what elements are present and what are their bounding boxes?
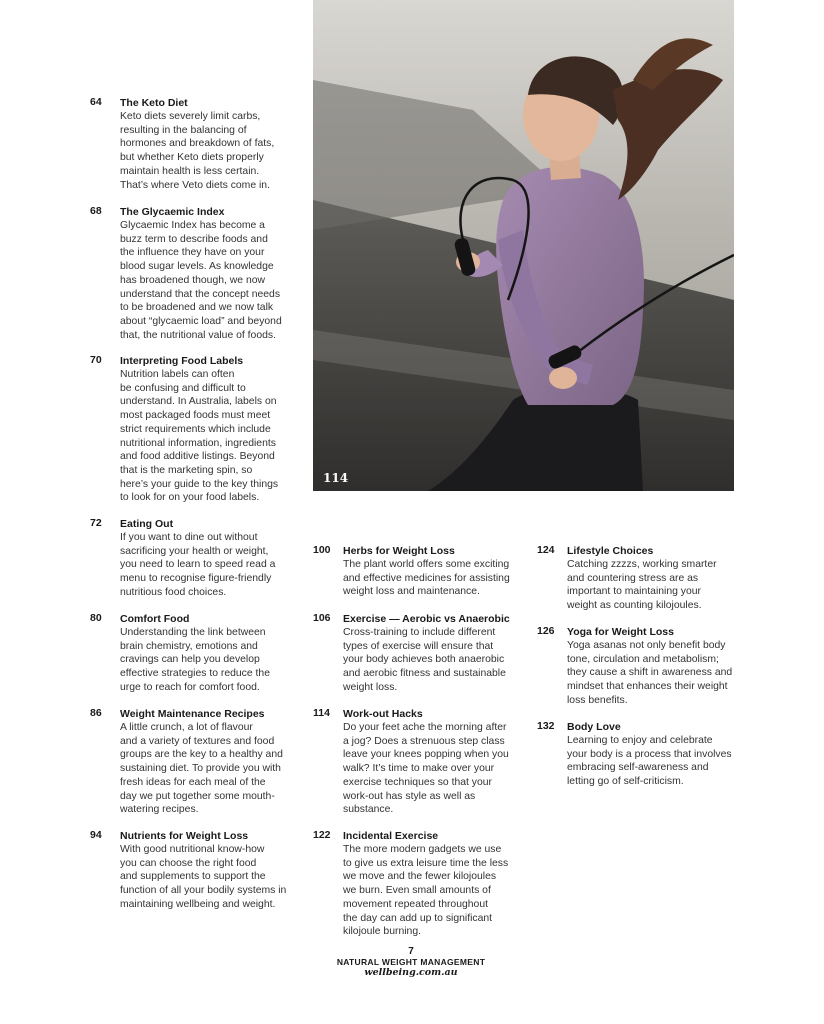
entry-line: If you want to dine out without <box>120 532 258 543</box>
entry-page-number: 86 <box>90 707 102 719</box>
entry-title: Interpreting Food Labels <box>120 355 244 367</box>
entry-line: and countering stress are as <box>567 572 699 584</box>
entry-line: nutritious food choices. <box>120 586 227 598</box>
entry-line: Nutrition labels can often <box>120 369 235 380</box>
entry-line: most packaged foods must meet <box>120 410 271 422</box>
toc-entry-nutrients[interactable] <box>90 829 290 912</box>
toc-entry-glycaemic-index[interactable] <box>90 205 290 342</box>
entry-line: types of exercise will ensure that <box>343 640 494 652</box>
entry-line: cravings can help you develop <box>120 654 260 666</box>
entry-title: Nutrients for Weight Loss <box>120 830 249 842</box>
toc-entry-herbs[interactable] <box>313 544 523 599</box>
entry-line: and aerobic fitness and sustainable <box>343 668 506 680</box>
page-number: 7 <box>408 946 414 957</box>
entry-line: weight loss and maintenance. <box>343 586 480 598</box>
entry-line: That’s where Veto diets come in. <box>120 179 270 191</box>
entry-line: movement repeated throughout <box>343 898 488 910</box>
entry-line: your body achieves both anaerobic <box>343 654 505 666</box>
entry-line: and a variety of textures and food <box>120 735 275 747</box>
entry-line: a jog? Does a strenuous step class <box>343 735 505 747</box>
entry-line: has broadened though, we now <box>120 274 266 286</box>
entry-line: mindset that enhances their weight <box>567 681 728 693</box>
entry-title: Eating Out <box>120 518 174 530</box>
entry-line: that is the marketing spin, so <box>120 464 253 476</box>
entry-line: Yoga asanas not only benefit body <box>567 640 726 651</box>
toc-entry-incidental-exercise[interactable] <box>313 829 523 939</box>
entry-line: effective strategies to reduce the <box>120 668 270 680</box>
entry-line: weight as counting kilojoules. <box>567 600 702 612</box>
entry-line: you can choose the right food <box>120 857 257 869</box>
entry-page-number: 68 <box>90 205 102 217</box>
entry-page-number: 106 <box>313 612 331 624</box>
entry-line: and supplements to support the <box>120 871 266 883</box>
entry-title: Comfort Food <box>120 613 190 625</box>
entry-line: about “glycaemic load” and beyond <box>120 315 282 327</box>
entry-line: the day can add up to significant <box>343 912 493 924</box>
entry-line: The more modern gadgets we use <box>343 844 502 855</box>
entry-title: Lifestyle Choices <box>567 545 654 557</box>
entry-line: nutritional information, ingredients <box>120 437 276 449</box>
entry-title: Yoga for Weight Loss <box>567 626 674 638</box>
entry-line: substance. <box>343 804 394 816</box>
toc-entry-lifestyle-choices[interactable] <box>537 544 747 613</box>
toc-entry-keto-diet[interactable] <box>90 96 290 192</box>
entry-line: blood sugar levels. As knowledge <box>120 261 274 273</box>
entry-title: The Glycaemic Index <box>120 206 225 218</box>
entry-title: Herbs for Weight Loss <box>343 545 455 557</box>
entry-line: important to maintaining your <box>567 586 701 598</box>
entry-line: loss benefits. <box>567 694 628 706</box>
entry-line: function of all your bodily systems in <box>120 885 287 897</box>
entry-line: and effective medicines for assisting <box>343 572 510 584</box>
photo-caption: 114 <box>323 471 349 485</box>
entry-line: embracing self-awareness and <box>567 762 709 774</box>
entry-line: brain chemistry, emotions and <box>120 640 258 652</box>
entry-line: maintaining wellbeing and weight. <box>120 898 276 910</box>
entry-line: hormones and breakdown of fats, <box>120 138 275 150</box>
entry-line: they cause a shift in awareness and <box>567 667 733 679</box>
entry-line: to be broadened and we now talk <box>120 302 274 314</box>
toc-entry-aerobic-anaerobic[interactable] <box>313 612 523 695</box>
entry-title: The Keto Diet <box>120 97 188 109</box>
entry-line: but whether Keto diets properly <box>120 152 264 164</box>
magazine-title: NATURAL WEIGHT MANAGEMENT <box>336 957 486 967</box>
entry-line: tone, circulation and metabolism; <box>567 653 719 665</box>
entry-line: watering recipes. <box>120 804 199 816</box>
entry-line: groups are the key to a healthy and <box>120 749 283 761</box>
entry-page-number: 94 <box>90 829 102 841</box>
entry-line: sustaining diet. To provide you with <box>120 763 281 775</box>
entry-page-number: 124 <box>537 544 555 556</box>
entry-line: Understanding the link between <box>120 627 266 638</box>
entry-title: Work-out Hacks <box>343 708 423 720</box>
entry-line: Do your feet ache the morning after <box>343 722 507 733</box>
entry-line: day we put together some mouth- <box>120 790 275 802</box>
entry-line: exercise techniques so that your <box>343 776 493 788</box>
entry-page-number: 132 <box>537 720 555 732</box>
entry-line: kilojoule burning. <box>343 926 421 938</box>
entry-line: understand that the concept needs <box>120 288 281 300</box>
entry-line: to look for on your food labels. <box>120 492 260 504</box>
entry-line: The plant world offers some exciting <box>343 559 510 570</box>
entry-line: walk? It’s time to make over your <box>343 763 495 775</box>
entry-line: weight loss. <box>343 681 398 693</box>
entry-page-number: 114 <box>313 707 330 719</box>
entry-line: letting go of self-criticism. <box>567 776 684 788</box>
toc-entry-eating-out[interactable] <box>90 517 290 600</box>
page-footer <box>313 946 509 978</box>
entry-line: Cross-training to include different <box>343 627 496 638</box>
toc-entry-comfort-food[interactable] <box>90 612 290 695</box>
woman-skipping-rope-illustration <box>313 0 734 491</box>
entry-line: that, the nutritional value of foods. <box>120 329 276 341</box>
entry-page-number: 122 <box>313 829 331 841</box>
hero-photo <box>313 0 734 491</box>
entry-page-number: 80 <box>90 612 102 624</box>
entry-line: be confusing and difficult to <box>120 382 246 394</box>
toc-entry-body-love[interactable] <box>537 720 747 789</box>
entry-line: resulting in the balancing of <box>120 124 247 136</box>
entry-line: sacrificing your health or weight, <box>120 545 269 557</box>
entry-line: understand. In Australia, labels on <box>120 396 277 408</box>
entry-line: With good nutritional know-how <box>120 844 265 855</box>
toc-entry-food-labels[interactable] <box>90 354 290 505</box>
entry-page-number: 126 <box>537 625 555 637</box>
entry-line: strict requirements which include <box>120 423 271 435</box>
entry-title: Exercise — Aerobic vs Anaerobic <box>343 613 510 625</box>
entry-line: A little crunch, a lot of flavour <box>120 722 253 733</box>
entry-line: the influence they have on your <box>120 247 265 259</box>
toc-entry-maintenance-recipes[interactable] <box>90 707 290 817</box>
entry-title: Weight Maintenance Recipes <box>120 708 265 720</box>
entry-line: to give us extra leisure time the less <box>343 857 509 869</box>
entry-line: work-out has style as well as <box>343 790 476 802</box>
toc-entry-workout-hacks[interactable] <box>313 707 523 817</box>
entry-line: urge to reach for comfort food. <box>120 681 260 693</box>
entry-line: buzz term to describe foods and <box>120 233 268 245</box>
entry-line: you need to learn to speed read a <box>120 559 276 571</box>
entry-line: here’s your guide to the key things <box>120 478 279 490</box>
entry-line: your body is a process that involves <box>567 748 732 760</box>
entry-line: maintain health is less certain. <box>120 165 260 177</box>
entry-title: Body Love <box>567 721 621 733</box>
entry-page-number: 70 <box>90 354 102 366</box>
website-link[interactable]: wellbeing.com.au <box>364 967 458 978</box>
entry-line: Keto diets severely limit carbs, <box>120 111 261 122</box>
entry-page-number: 72 <box>90 517 102 529</box>
entry-line: fresh ideas for each meal of the <box>120 776 266 788</box>
entry-page-number: 64 <box>90 96 102 108</box>
entry-line: leave your knees popping when you <box>343 749 509 761</box>
entry-line: we move and the fewer kilojoules <box>343 871 497 883</box>
entry-line: Glycaemic Index has become a <box>120 220 265 231</box>
entry-page-number: 100 <box>313 544 331 556</box>
entry-title: Incidental Exercise <box>343 830 439 842</box>
entry-line: Catching zzzzs, working smarter <box>567 559 717 570</box>
entry-line: and food additive listings. Beyond <box>120 451 275 463</box>
toc-entry-yoga[interactable] <box>537 625 747 708</box>
entry-line: menu to recognise figure-friendly <box>120 573 272 585</box>
entry-line: we burn. Even small amounts of <box>343 885 491 897</box>
entry-line: Learning to enjoy and celebrate <box>567 735 713 746</box>
